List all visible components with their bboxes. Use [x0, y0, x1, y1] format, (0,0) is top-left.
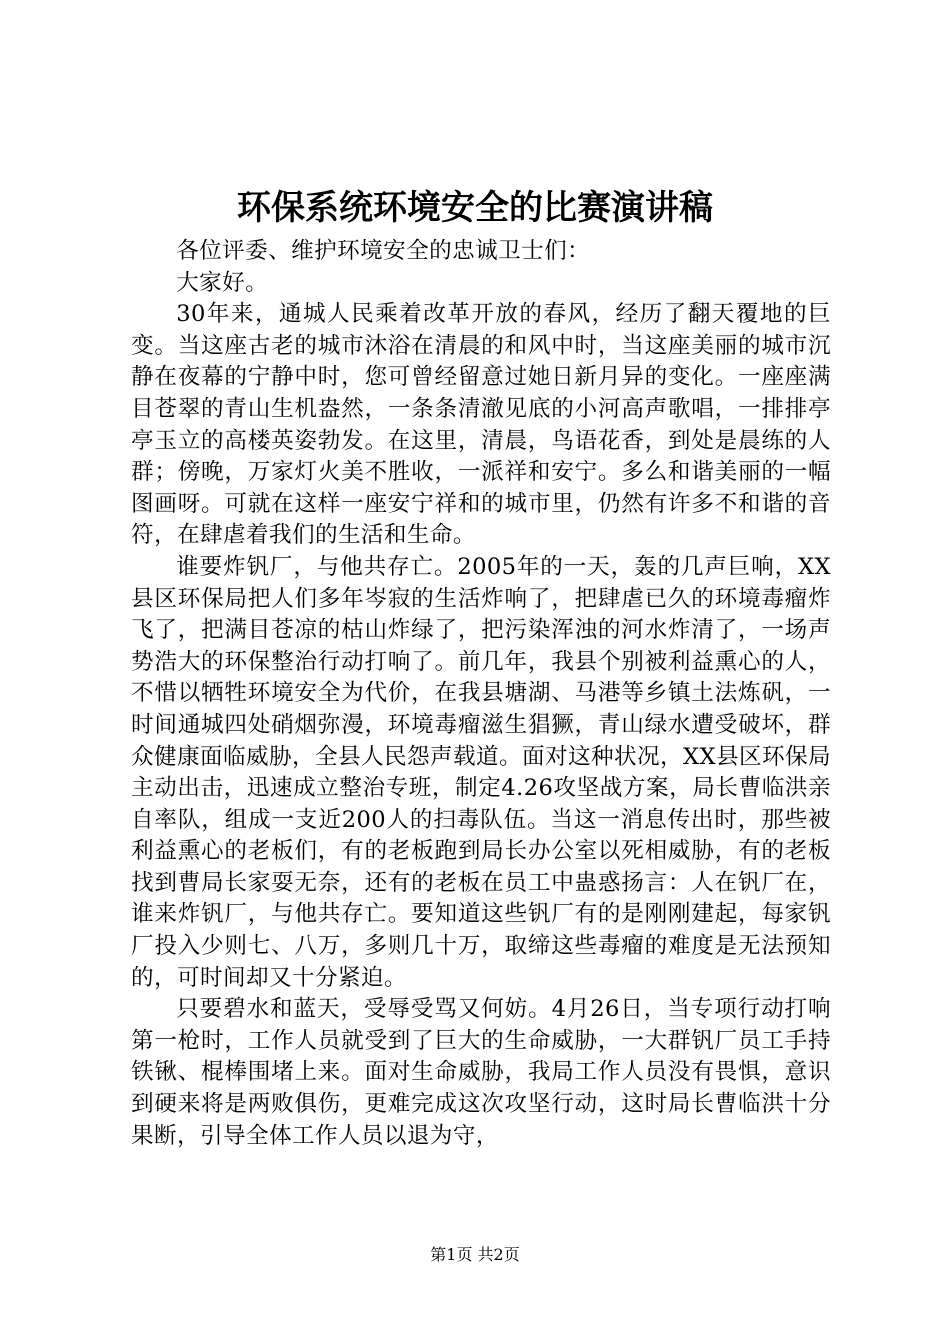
- paragraph-vanadium-factory: 谁要炸钒厂，与他共存亡。2005年的一天，轰的几声巨响，XX县区环保局把人们多年岑寂的生活炸响了，把肆虐已久的环境毒瘤炸飞了，把满目苍凉的枯山炸绿了，把污染浑浊的河水炸清了，一场声势浩大的环保整治行动打响了。前几年，我县个别被利益熏心的人，不惜以牺牲环境安全为代价，在我县塘湖、马港等乡镇土法炼矾，一时间通城四处硝烟弥漫，环境毒瘤滋生猖獗，青山绿水遭受破坏，群众健康面临威胁，全县人民怨声载道。面对这种状况，XX县区环保局主动出击，迅速成立整治专班，制定4.26攻坚战方案，局长曹临洪亲自率队，组成一支近200人的扫毒队伍。当这一消息传出时，那些被利益熏心的老板们，有的老板跑到局长办公室以死相威胁，有的老板找到曹局长家耍无奈，还有的老板在员工中蛊惑扬言：人在钒厂在，谁来炸钒厂，与他共存亡。要知道这些钒厂有的是刚刚建起，每家钒厂投入少则七、八万，多则几十万，取缔这些毒瘤的难度是无法预知的，可时间却又十分紧迫。: [131, 553, 831, 991]
- paragraph-city-change: 30年来，通城人民乘着改革开放的春风，经历了翻天覆地的巨变。当这座古老的城市沐浴在清晨的和风中时，当这座美丽的城市沉静在夜幕的宁静中时，您可曾经留意过她日新月异的变化。一座座满目苍翠的青山生机盎然，一条条清澈见底的小河高声歌唱，一排排亭亭玉立的高楼英姿勃发。在这里，清晨，鸟语花香，到处是晨练的人群；傍晚，万家灯火美不胜收，一派祥和安宁。多么和谐美丽的一幅图画呀。可就在这样一座安宁祥和的城市里，仍然有许多不和谐的音符，在肆虐着我们的生活和生命。: [131, 301, 831, 549]
- document-body: [131, 236, 831, 1152]
- document-title: 环保系统环境安全的比赛演讲稿: [237, 188, 713, 228]
- paragraph-salutation: 各位评委、维护环境安全的忠诚卫士们：: [176, 238, 591, 264]
- paragraph-clear-water: 只要碧水和蓝天，受辱受骂又何妨。4月26日，当专项行动打响第一枪时，工作人员就受到了巨大的生命威胁，一大群钒厂员工手持铁锹、棍棒围堵上来。面对生命威胁，我局工作人员没有畏惧，意识到硬来将是两败俱伤，更难完成这次攻坚行动，这时局长曹临洪十分果断，引导全体工作人员以退为守，: [131, 996, 831, 1149]
- paragraph-greeting: 大家好。: [176, 269, 269, 296]
- page-number-footer: 第1页 共2页: [430, 1245, 520, 1264]
